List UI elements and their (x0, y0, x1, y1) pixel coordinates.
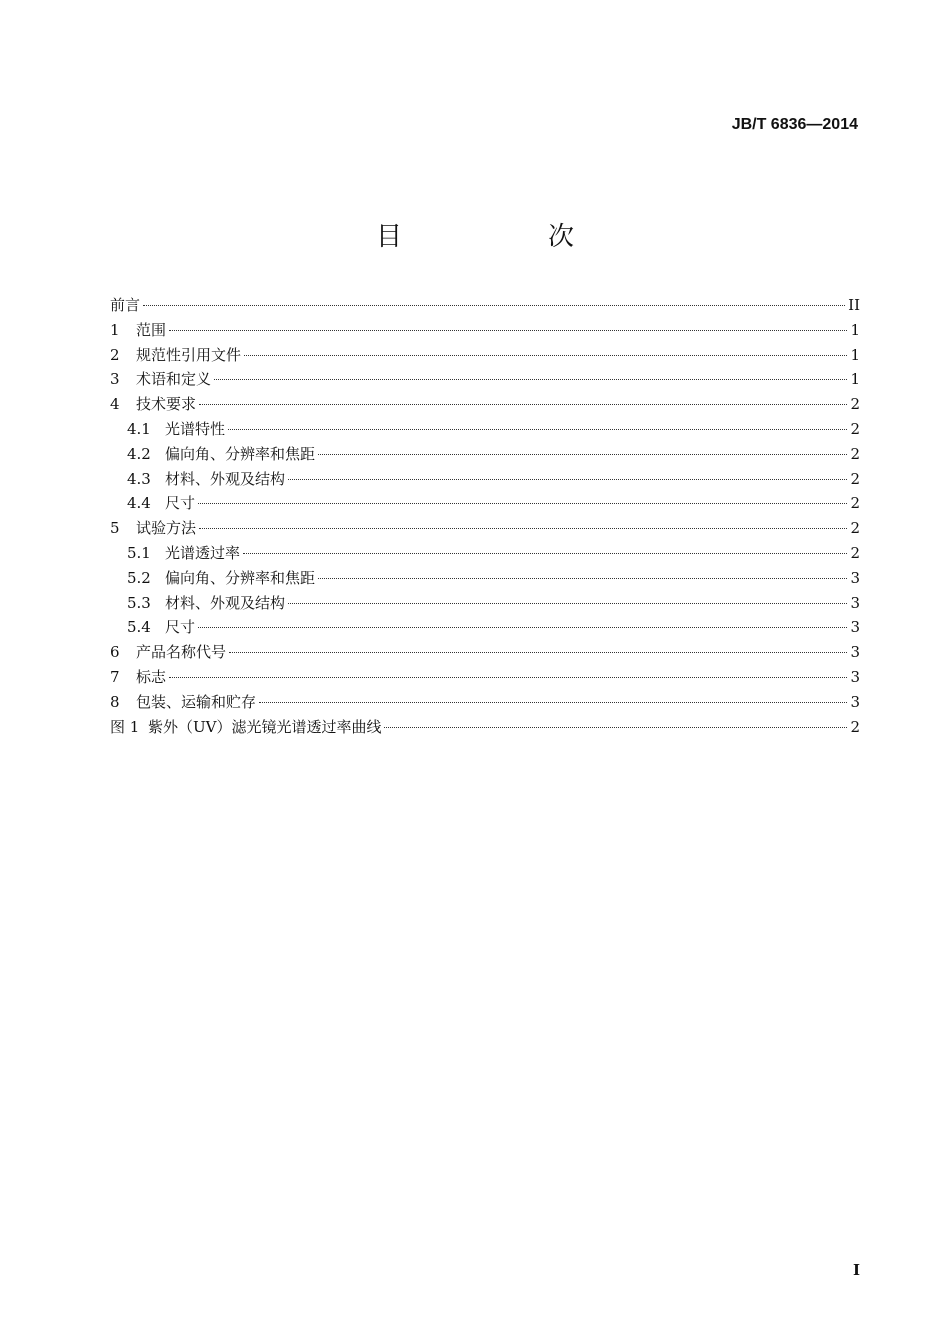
toc-entry-text: 光谱透过率 (165, 543, 241, 562)
toc-entry-number: 4.4 (127, 494, 151, 513)
toc-entry-page: 1 (850, 370, 860, 389)
toc-entry-number: 5.3 (127, 593, 151, 612)
toc-entry-text: 材料、外观及结构 (165, 469, 286, 488)
toc-entry-6[interactable] (110, 641, 860, 666)
dot-leader (169, 330, 847, 331)
toc-entry-text: 偏向角、分辨率和焦距 (165, 444, 316, 463)
toc-entry-number: 5.2 (127, 568, 151, 587)
toc-entry-page: 2 (850, 519, 860, 538)
toc-entry-page: 2 (850, 717, 860, 736)
toc-entry-number: 图 1 (110, 717, 140, 736)
toc-entry-5[interactable] (110, 517, 860, 542)
dot-leader (229, 652, 847, 653)
dot-leader (318, 578, 847, 579)
dot-leader (198, 627, 847, 628)
toc-entry-page: 3 (850, 667, 860, 686)
toc-entry-text: 前言 (110, 296, 141, 314)
toc-entry-page: 2 (850, 419, 860, 438)
toc-entry-4-4[interactable] (110, 492, 860, 517)
dot-leader (169, 677, 847, 678)
toc-entry-8[interactable] (110, 691, 860, 716)
toc-entry-page: 3 (850, 593, 860, 612)
toc-entry-page: 1 (850, 320, 860, 339)
toc-entry-text: 包装、运输和贮存 (136, 692, 257, 711)
toc-entry-5-1[interactable] (110, 542, 860, 567)
dot-leader (199, 528, 847, 529)
toc-entry-4-1[interactable] (110, 418, 860, 443)
toc-entry-page: 2 (850, 444, 860, 463)
toc-entry-page: 2 (850, 494, 860, 513)
toc-entry-number: 4.3 (127, 469, 151, 488)
dot-leader (198, 503, 847, 504)
toc-entry-text: 光谱特性 (165, 419, 226, 438)
toc-entry-4-2[interactable] (110, 443, 860, 468)
toc-entry-4-3[interactable] (110, 468, 860, 493)
toc-entry-text: 规范性引用文件 (136, 345, 242, 364)
dot-leader (259, 702, 847, 703)
toc-entry-number: 1 (110, 320, 120, 339)
toc-entry-page: 1 (850, 345, 860, 364)
dot-leader (228, 429, 847, 430)
toc-entry-5-3[interactable] (110, 592, 860, 617)
toc-entry-page: 3 (850, 618, 860, 637)
dot-leader (214, 379, 847, 380)
toc-entry-text: 范围 (136, 320, 167, 339)
toc-entry-text: 尺寸 (165, 618, 196, 637)
toc-entry-number: 2 (110, 345, 120, 364)
toc-entry-5-4[interactable] (110, 616, 860, 641)
toc-entry-page: 3 (850, 643, 860, 662)
toc-entry-page: 3 (850, 692, 860, 711)
toc-entry-text: 技术要求 (136, 395, 197, 414)
toc-entry-page: 2 (850, 395, 860, 414)
toc-entry-text: 偏向角、分辨率和焦距 (165, 568, 316, 587)
toc-entry-foreword[interactable] (110, 294, 860, 319)
toc-entry-5-2[interactable] (110, 567, 860, 592)
dot-leader (288, 479, 847, 480)
toc-entry-number: 4.1 (127, 419, 151, 438)
toc-entry-number: 3 (110, 370, 120, 389)
toc-entry-number: 5.1 (127, 543, 151, 562)
toc-entry-text: 标志 (136, 667, 167, 686)
toc-entry-number: 4 (110, 395, 120, 414)
toc-entry-page: II (848, 296, 860, 314)
toc-entry-text: 产品名称代号 (136, 643, 227, 662)
dot-leader (199, 404, 847, 405)
toc-entry-text: 尺寸 (165, 494, 196, 513)
toc-entry-number: 6 (110, 643, 120, 662)
toc-entry-4[interactable] (110, 393, 860, 418)
toc-entry-page: 2 (850, 469, 860, 488)
toc-entry-text: 试验方法 (136, 519, 197, 538)
table-of-contents (110, 294, 860, 740)
dot-leader (243, 553, 847, 554)
dot-leader (244, 355, 847, 356)
toc-entry-number: 8 (110, 692, 120, 711)
toc-entry-2[interactable] (110, 344, 860, 369)
document-code: JB/T 6836—2014 (731, 116, 858, 133)
toc-entry-text: 材料、外观及结构 (165, 593, 286, 612)
toc-entry-number: 5.4 (127, 618, 151, 637)
toc-entry-figure-1[interactable] (110, 716, 860, 741)
dot-leader (143, 305, 845, 306)
page-title: 目 次 (375, 222, 634, 252)
toc-entry-text: 紫外（UV）滤光镜光谱透过率曲线 (148, 717, 382, 736)
toc-entry-number: 7 (110, 667, 120, 686)
page-number: I (852, 1261, 860, 1279)
dot-leader (288, 603, 847, 604)
toc-entry-1[interactable] (110, 319, 860, 344)
toc-entry-3[interactable] (110, 368, 860, 393)
toc-entry-text: 术语和定义 (136, 370, 212, 389)
toc-entry-number: 4.2 (127, 444, 151, 463)
toc-entry-page: 3 (850, 568, 860, 587)
toc-entry-page: 2 (850, 543, 860, 562)
dot-leader (384, 727, 847, 728)
toc-entry-7[interactable] (110, 666, 860, 691)
toc-entry-number: 5 (110, 519, 120, 538)
dot-leader (318, 454, 847, 455)
